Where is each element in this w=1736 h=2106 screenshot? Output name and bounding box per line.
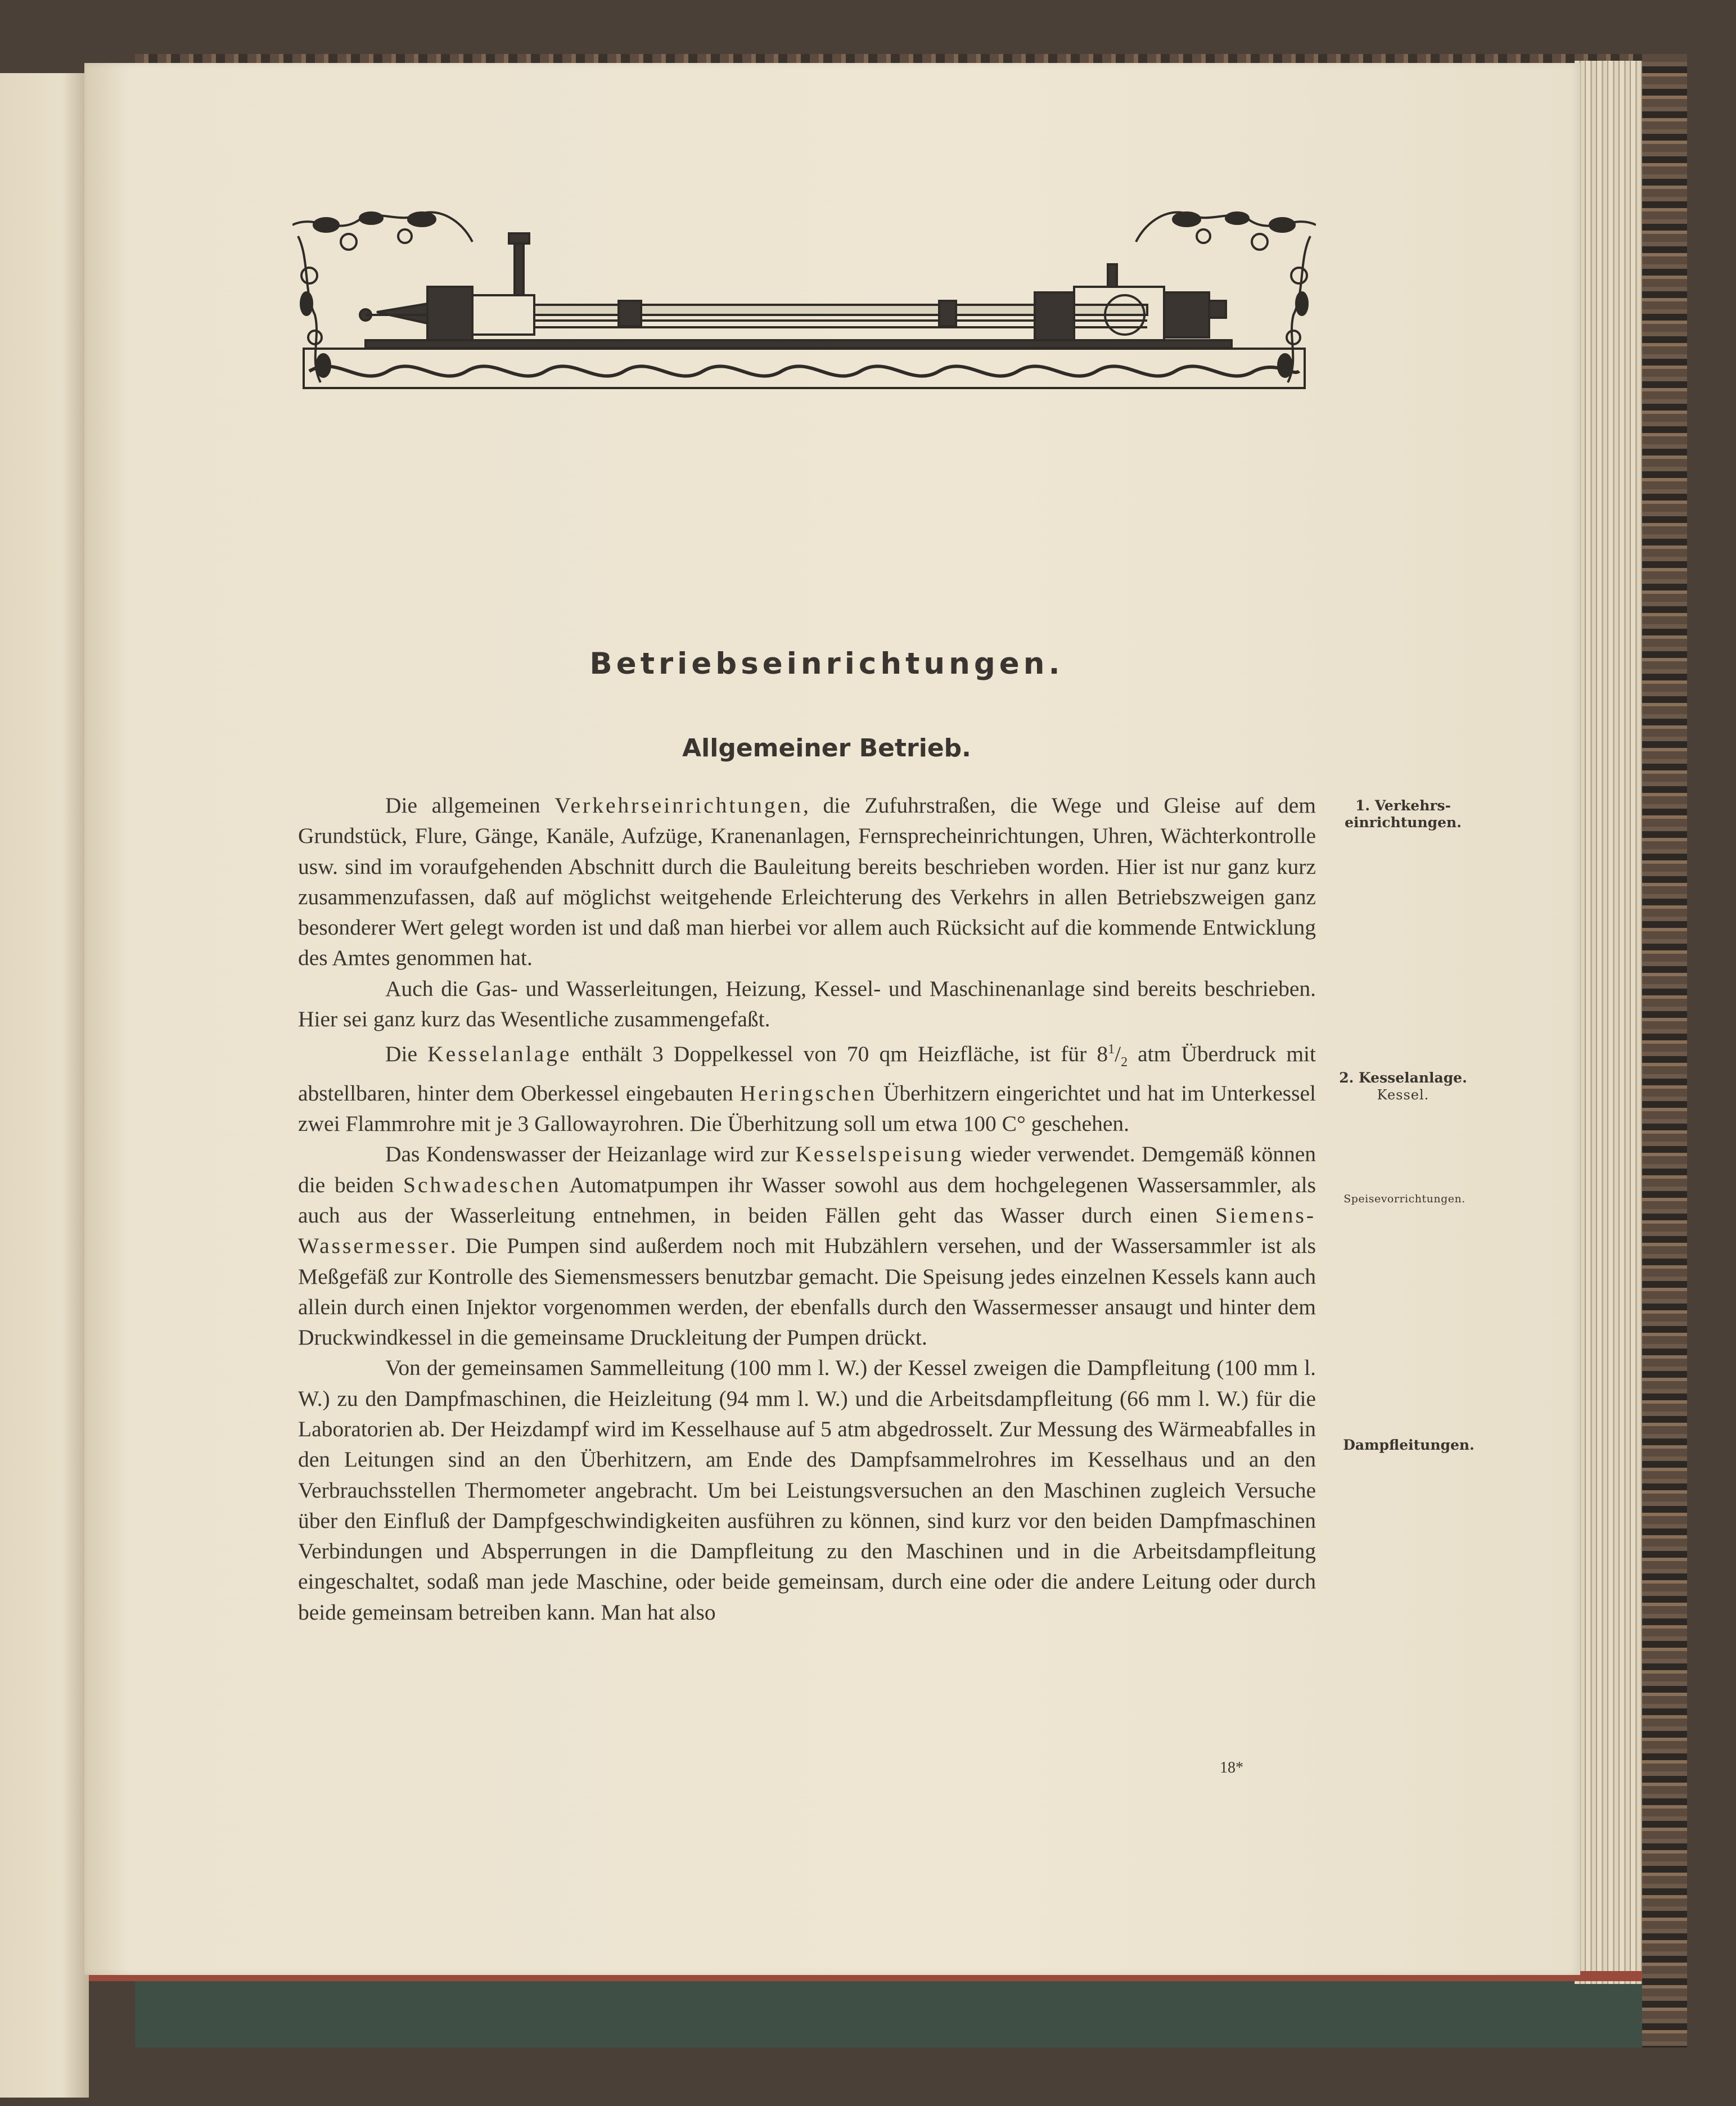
spaced-term: Schwadeschen [403, 1172, 561, 1197]
paragraph-kesselspeisung [298, 1139, 1316, 1352]
margin-note-dampfleitungen: Dampfleitungen. [1343, 1437, 1475, 1453]
text-run: Automatpumpen ihr Wasser sowohl aus dem hochgelegenen Wassersammler, als auch aus der Wasserleitung entnehmen, in beiden Fällen geht das Wasser durch einen [298, 1172, 1316, 1228]
body-text [298, 790, 1316, 1627]
text-run: Die [385, 1041, 428, 1067]
spaced-term: Kesselanlage [427, 1041, 572, 1067]
text-run: Das Kondenswasser der Heizanlage wird zur [385, 1142, 796, 1167]
text-run: enthält 3 Doppelkessel von 70 qm Heizfläche, ist für 8 [571, 1041, 1108, 1067]
text-run: , die Zufuhrstraßen, die Wege und Gleise auf dem Grundstück, Flure, Gänge, Kanäle, Aufzüge, Kranenanlagen, Fernsprecheinrichtungen, Uhren, Wächterkontrolle usw. sind im voraufgehenden Abschnitt durch die Bauleitung bereits beschrieben worden. Hier ist nur ganz kurz zusammenzufassen, daß auf möglichst weitgehende Erleichterung des Verkehrs in allen Betriebszweigen ganz besonderer Wert gelegt worden ist und daß man hierbei vor allem auch Rücksicht auf die kommende Entwicklung des Amtes genommen hat. [298, 793, 1316, 971]
left-page-edge [0, 73, 89, 2098]
text-run: atm Überdruck mit abstellbaren, hinter dem Oberkessel eingebauten [298, 1041, 1316, 1106]
text-run: Die allgemeinen [385, 793, 555, 818]
margin-note-verkehrseinrichtungen: 1. Verkehrs- einrichtungen. [1345, 797, 1462, 831]
text-run: Überhitzern eingerichtet und hat im Unterkessel zwei Flammrohre mit je 3 Gallowayrohren. Die Überhitzung soll um etwa 100 C° geschehen. [298, 1080, 1316, 1137]
paragraph-leitungen: Auch die Gas- und Wasserleitungen, Heizung, Kessel- und Maschinenanlage sind bereits beschrieben. Hier sei ganz kurz das Wesentliche zusammengefaßt. [298, 976, 1316, 1032]
main-heading: Betriebseinrichtungen. [589, 647, 1064, 681]
spaced-term: Siemens-Wassermesser [298, 1202, 1316, 1259]
spaced-term: Verkehrseinrichtungen [554, 793, 803, 818]
margin-note-kessel: Kessel. [1377, 1087, 1430, 1103]
margin-note-kesselanlage-title: 2. Kesselanlage. [1339, 1070, 1467, 1086]
floral-band-bottom [304, 349, 1305, 388]
spaced-term: Kesselspeisung [795, 1142, 964, 1167]
margin-note-kesselanlage [1324, 1070, 1482, 1103]
fraction-numerator: 1 [1108, 1042, 1115, 1057]
cover-marbled-edge-right [1642, 54, 1687, 2048]
paragraph-dampfleitungen: Von der gemeinsamen Sammelleitung (100 mm l. W.) der Kessel zweigen die Dampfleitung (100 mm l. W.) zu den Dampfmaschinen, die Heizleitung (94 mm l. W.) und die Arbeitsdampfleitung (66 mm l. W.) für die Laboratorien ab. Der Heizdampf wird im Kesselhause auf 5 atm abgedrosselt. Zur Messung des Wärmeabfalles in den Leitungen sind an den Überhitzern, am Ende des Dampfsammelrohres im Kesselhaus und an den Verbrauchsstellen Thermometer angebracht. Um bei Leistungsversuchen an den Maschinen zugleich Versuche über den Einfluß der Dampfgeschwindigkeiten ausführen zu können, sind kurz vor den beiden Dampfmaschinen Verbindungen und Absperrungen in die Dampfleitung zu den Maschinen und in die Arbeitsdampfleitung eingeschaltet, sodaß man jede Maschine, oder beide gemeinsam, durch eine oder die andere Leitung oder durch beide gemeinsam betreiben kann. Man hat also [298, 1355, 1316, 1625]
section-heading: Allgemeiner Betrieb. [682, 734, 971, 763]
page-stack-edge [1575, 61, 1642, 1984]
text-run: . Die Pumpen sind außerdem noch mit Hubzählern versehen, und der Wassersammler ist als Meßgefäß zur Kontrolle des Siemensmessers benutzbar gemacht. Die Speisung jedes einzelnen Kessels kann auch allein durch einen Injektor vorgenommen werden, der ebenfalls durch den Wassermesser ansaugt und hinter dem Druckwindkessel in die gemeinsame Druckleitung der Pumpen drückt. [298, 1233, 1316, 1350]
text-run: wieder verwendet. Demgemäß können die beiden [298, 1142, 1316, 1197]
fraction-denominator: 2 [1121, 1055, 1128, 1070]
page-number: 18* [1220, 1759, 1243, 1776]
margin-note-speisevorrichtungen: Speisevorrichtungen. [1343, 1193, 1466, 1205]
engine-engraving-illustration [292, 202, 1316, 405]
spaced-term: Heringschen [740, 1080, 877, 1106]
paragraph-verkehrseinrichtungen [298, 790, 1316, 973]
fraction-slash: / [1115, 1041, 1121, 1067]
paragraph-kesselanlage [298, 1034, 1316, 1139]
